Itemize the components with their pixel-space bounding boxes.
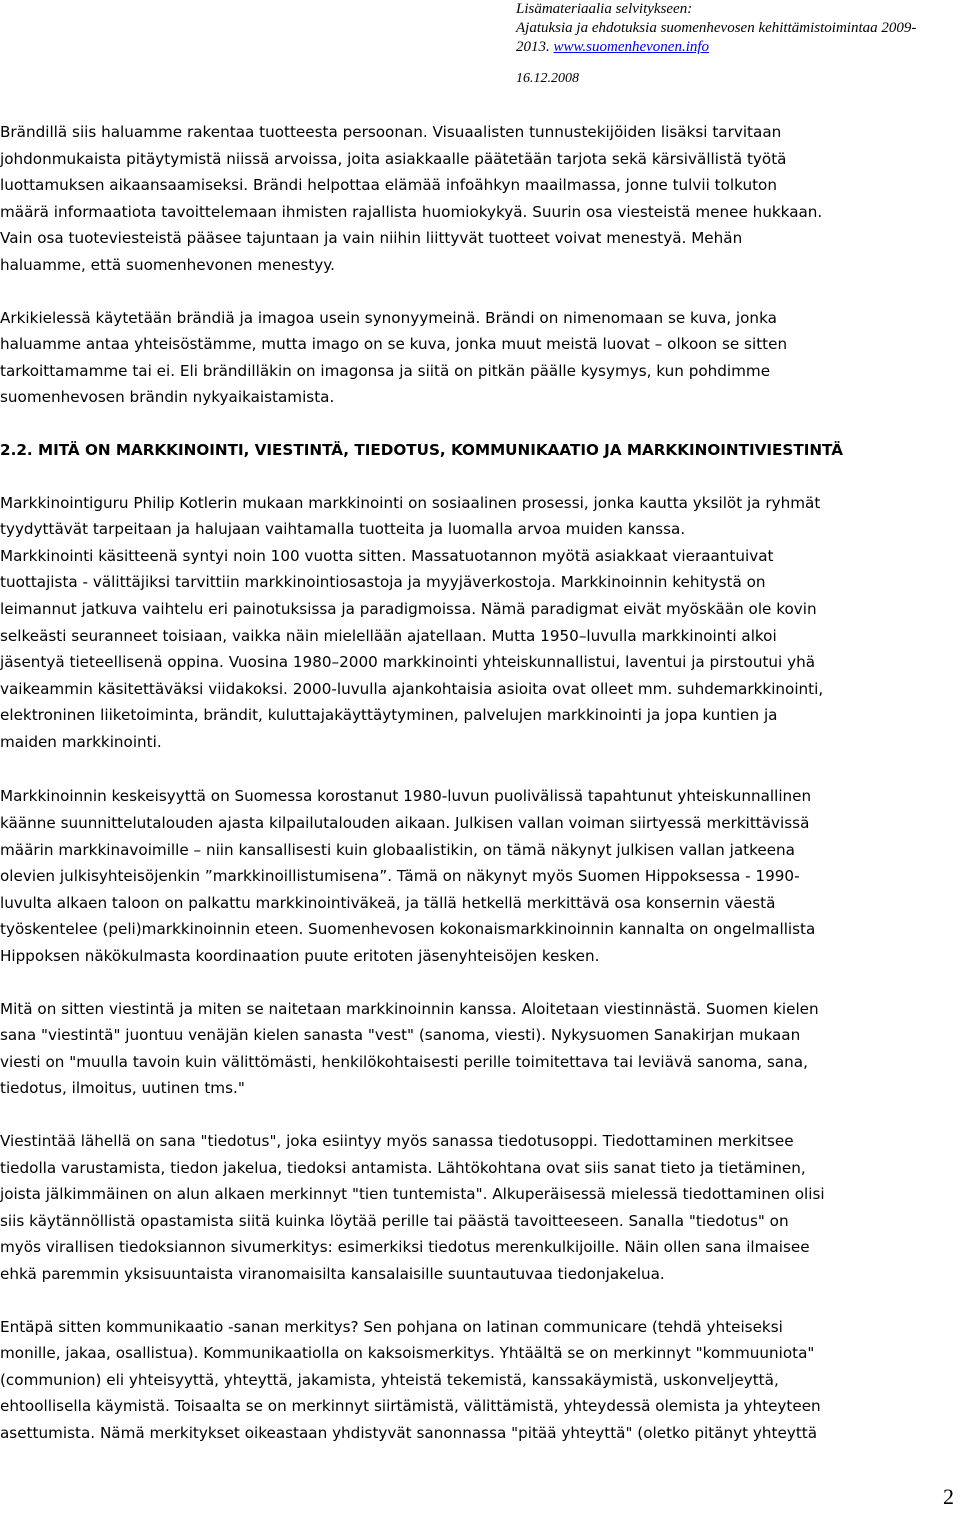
page-number: 2: [943, 1484, 954, 1509]
header-year: 2013.: [516, 39, 554, 55]
page-header: [516, 0, 946, 57]
paragraph-marketing-history: Markkinointiguru Philip Kotlerin mukaan markkinointi on sosiaalinen prosessi, jonka kautta yksilöt ja ryhmät tyydyttävät tarpeitaan ja halujaan vaihtamalla tuotteita ja luomalla arvoa muiden kanssa. Markkinointi käsitteenä syntyi noin 100 vuotta sitten. Massatuotannon myötä asiakkaat vieraantuivat tuottajista - välittäjiksi tarvittiin markkinointiosastoja ja myyjäverkostoja. Markkinoinnin kehitystä on leimannut jatkuva vaihtelu eri painotuksissa ja paradigmoissa. Nämä paradigmat eivät myöskään ole kovin selkeästi seuranneet toisiaan, vaikka näin mielellään ajatellaan. Mutta 1950–luvulla markkinointi alkoi jäsentyä tieteellisenä oppina. Vuosina 1980–2000 markkinointi yhteiskunnallistui, laventui ja pirstoutui yhä vaikeammin käsitettäväksi viidakoksi. 2000-luvulla ajankohtaisia asioita ovat olleet mm. suhdemarkkinointi, elektroninen liiketoiminta, brändit, kuluttajakäyttäytyminen, palvelujen markkinointi ja jopa kuntien ja maiden markkinointi.: [0, 493, 824, 751]
header-title: Lisämateriaalia selvitykseen:: [516, 1, 693, 17]
header-subtitle-cont: [516, 38, 946, 57]
document-body: [0, 119, 960, 1447]
header-subtitle: Ajatuksia ja ehdotuksia suomenhevosen kehittämistoimintaa 2009-: [516, 20, 917, 36]
header-website-link[interactable]: www.suomenhevonen.info: [553, 39, 710, 55]
paragraph-marketing-finland: Markkinoinnin keskeisyyttä on Suomessa korostanut 1980-luvun puolivälissä tapahtunut yhteiskunnallinen käänne suunnittelutalouden ajasta kilpailutalouden aikaan. Julkisen vallan voiman siirtyessä merkittävissä määrin markkinavoimille – niin kansallisesti kuin globaalistikin, on tämä näkynyt julkisen vallan jatkeena olevien julkisyhteisöjenkin ”markkinoillistumisena”. Tämä on näkynyt myös Suomen Hippoksessa - 1990- luvulta alkaen taloon on palkattu markkinointiväkeä, ja tällä hetkellä merkittävä osa konsernin väestä työskentelee (peli)markkinoinnin eteen. Suomenhevosen kokonaismarkkinoinnin kannalta on ongelmallista Hippoksen näkökulmasta koordinaation puute eritoten jäsenyhteisöjen kesken.: [0, 787, 816, 966]
paragraph-tiedotus: Viestintää lähellä on sana "tiedotus", joka esiintyy myös sanassa tiedotusoppi. Tiedottaminen merkitsee tiedolla varustamista, tiedon jakelua, tiedoksi antamista. Lähtökohtana ovat siis sanat tieto ja tietäminen, joista jälkimmäinen on alun alkaen merkinnyt "tien tuntemista". Alkuperäisessä mielessä tiedottaminen olisi siis käytännöllistä opastamista siitä kuinka löytää perille tai päästä tavoitteeseen. Sanalla "tiedotus" on myös virallisen tiedoksiannon sivumerkitys: esimerkiksi tiedotus merenkulkijoille. Näin ollen sana ilmaisee ehkä paremmin yksisuuntaista viranomaisilta kansalaisille suuntautuvaa tiedonjakelua.: [0, 1132, 825, 1283]
section-heading: 2.2. MITÄ ON MARKKINOINTI, VIESTINTÄ, TIEDOTUS, KOMMUNIKAATIO JA MARKKINOINTIVIESTINTÄ: [0, 440, 843, 459]
paragraph-kommunikaatio: Entäpä sitten kommunikaatio -sanan merkitys? Sen pohjana on latinan communicare (tehdä yhteiseksi monille, jakaa, osallistua). Kommunikaatiolla on kaksoismerkitys. Yhtäältä se on merkinnyt "kommuuniota" (communion) eli yhteisyyttä, yhteyttä, jakamista, yhteistä tekemistä, kanssakäymistä, uskonveljeyttä, ehtoollisella käymistä. Toisaalta se on merkinnyt siirtämistä, välittämistä, yhteydessä olemista ja yhteyteen asettumista. Nämä merkitykset oikeastaan yhdistyvät sanonnassa "pitää yhteyttä" (oletko pitänyt yhteyttä: [0, 1317, 821, 1442]
paragraph-brand-persona: Brändillä siis haluamme rakentaa tuotteesta persoonan. Visuaalisten tunnustekijöiden lisäksi tarvitaan johdonmukaista pitäytymistä niissä arvoissa, joita asiakkaalle päätetään tarjota sekä kärsivällistä työtä luottamuksen aikaansaamiseksi. Brändi helpottaa elämää infoähkyn maailmassa, jonne tulvii tolkuton määrä informaatiota tavoittelemaan ihmisten rajallista huomiokykyä. Suurin osa viesteistä menee hukkaan. Vain osa tuoteviesteistä pääsee tajuntaan ja vain niihin liittyvät tuotteet voivat menestyä. Mehän haluamme, että suomenhevonen menestyy.: [0, 123, 823, 274]
paragraph-viestinta: Mitä on sitten viestintä ja miten se naitetaan markkinoinnin kanssa. Aloitetaan viestinnästä. Suomen kielen sana "viestintä" juontuu venäjän kielen sanasta "vest" (sanoma, viesti). Nykysuomen Sanakirjan mukaan viesti on "muulla tavoin kuin välittömästi, henkilökohtaisesti perille toimitettava tai leviävä sanoma, sana, tiedotus, ilmoitus, uutinen tms.": [0, 999, 819, 1098]
paragraph-brand-image: Arkikielessä käytetään brändiä ja imagoa usein synonyymeinä. Brändi on nimenomaan se kuva, jonka haluamme antaa yhteisöstämme, mutta imago on se kuva, jonka muut meistä luovat – olkoon se sitten tarkoittamamme tai ei. Eli brändilläkin on imagonsa ja siitä on pitkän päälle kysymys, kun pohdimme suomenhevosen brändin nykyaikaistamista.: [0, 308, 788, 407]
header-date: 16.12.2008: [516, 71, 579, 86]
